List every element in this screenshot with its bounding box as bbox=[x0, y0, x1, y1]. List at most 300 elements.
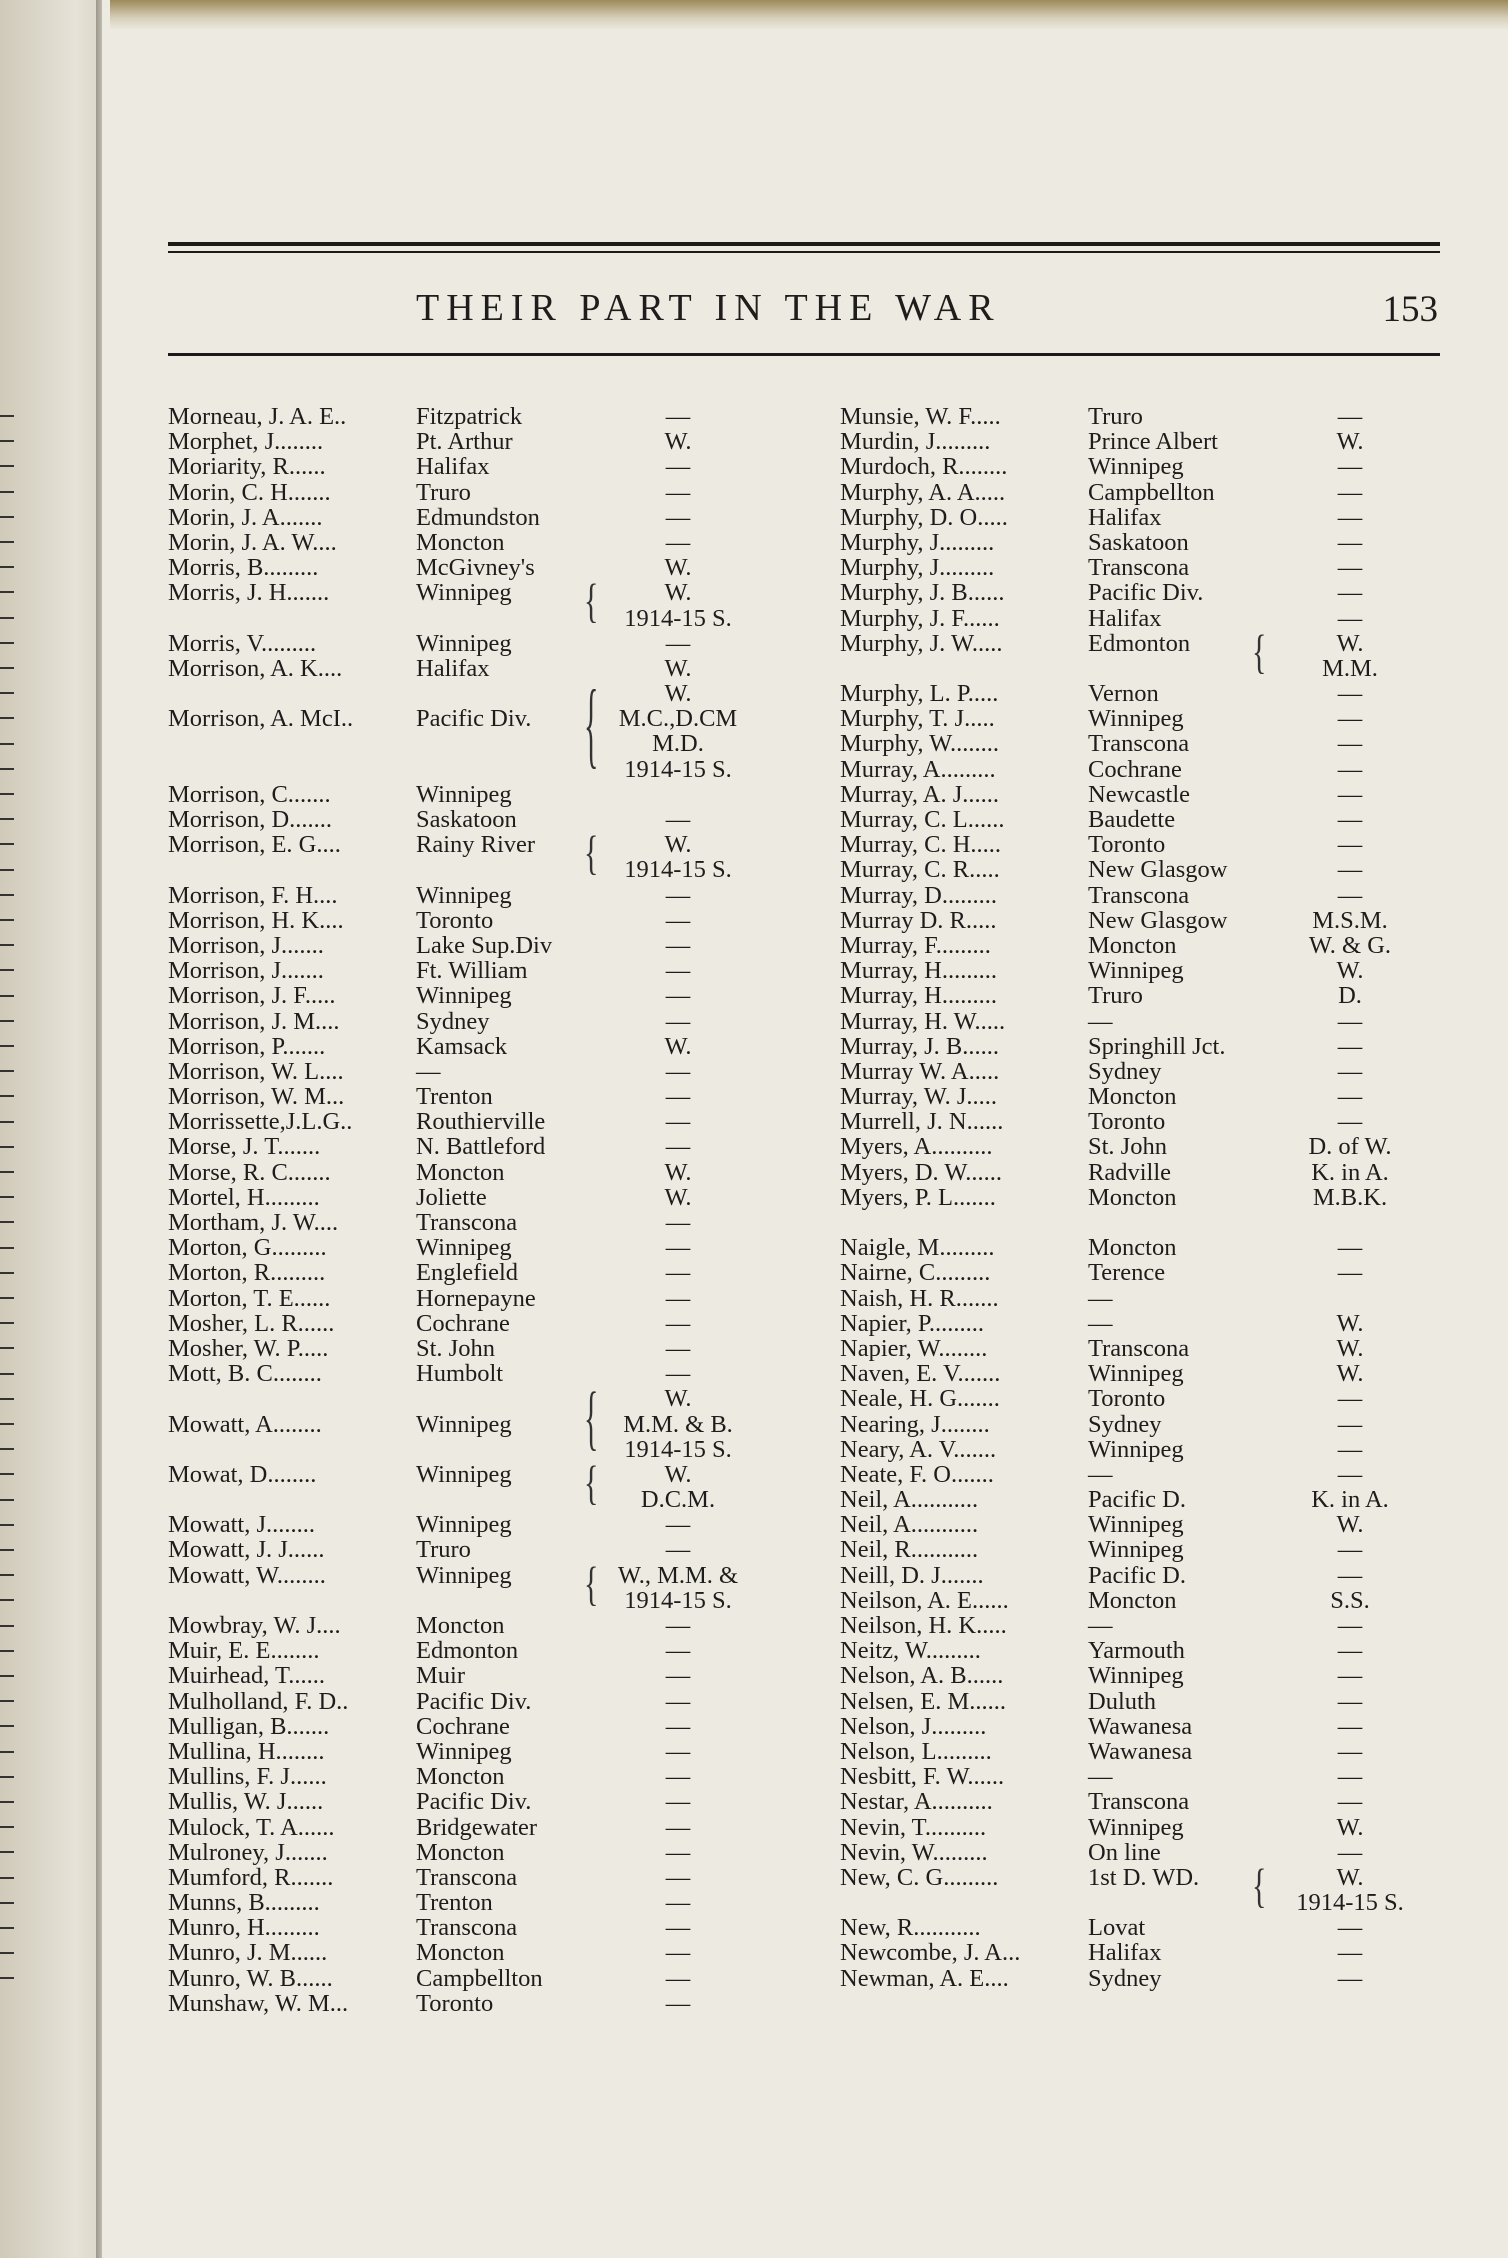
roster-row bbox=[168, 555, 758, 580]
award: M.C.,D.CM bbox=[618, 705, 738, 733]
brace-glyph: { bbox=[584, 672, 599, 779]
award: — bbox=[665, 931, 691, 959]
soldier-name: Morse, J. T....... bbox=[168, 1133, 321, 1161]
award: W. bbox=[1336, 1309, 1364, 1337]
soldier-name: Morin, C. H....... bbox=[168, 478, 331, 506]
soldier-name: New, R........... bbox=[840, 1914, 981, 1942]
award: W. bbox=[1336, 1511, 1364, 1539]
soldier-name: Myers, A.......... bbox=[840, 1133, 993, 1161]
roster-row bbox=[840, 1815, 1440, 1840]
award: — bbox=[665, 1712, 691, 1740]
home-place: Transcona bbox=[1088, 1334, 1190, 1362]
roster-row bbox=[840, 1437, 1440, 1462]
award: M.D. bbox=[652, 730, 704, 758]
home-place: Routhierville bbox=[416, 1108, 546, 1136]
edge-mark bbox=[0, 1977, 14, 1979]
soldier-name: Mulligan, B....... bbox=[168, 1712, 330, 1740]
roster-row bbox=[168, 1235, 758, 1260]
soldier-name: Nelson, J......... bbox=[840, 1712, 987, 1740]
roster-row bbox=[168, 933, 758, 958]
home-place: On line bbox=[1088, 1838, 1161, 1866]
soldier-name: Morrison, A. K.... bbox=[168, 654, 343, 682]
home-place: Pacific Div. bbox=[416, 705, 532, 733]
soldier-name: Morphet, J........ bbox=[168, 428, 324, 456]
roster-row bbox=[840, 1336, 1440, 1361]
edge-mark bbox=[0, 869, 14, 871]
award: — bbox=[665, 528, 691, 556]
roster-row bbox=[840, 1160, 1440, 1185]
soldier-name: Morton, T. E...... bbox=[168, 1284, 331, 1312]
award: — bbox=[1337, 1536, 1363, 1564]
home-place: Halifax bbox=[416, 453, 490, 481]
home-place: Fitzpatrick bbox=[416, 403, 523, 430]
soldier-name: Mulholland, F. D.. bbox=[168, 1687, 349, 1715]
roster-row bbox=[168, 656, 758, 681]
award: — bbox=[665, 1788, 691, 1816]
soldier-name: Napier, W........ bbox=[840, 1334, 988, 1362]
roster-row bbox=[840, 1210, 1440, 1235]
award: — bbox=[1337, 554, 1363, 582]
home-place: Sydney bbox=[1088, 1057, 1162, 1085]
home-place: — bbox=[1088, 1612, 1113, 1639]
home-place: Winnipeg bbox=[416, 1737, 512, 1765]
home-place: Moncton bbox=[416, 1838, 505, 1866]
soldier-name: Naven, E. V....... bbox=[840, 1360, 1001, 1388]
roster-row bbox=[840, 1361, 1440, 1386]
home-place: Winnipeg bbox=[416, 1460, 512, 1488]
roster-row bbox=[168, 1109, 758, 1134]
home-place: Campbellton bbox=[1088, 478, 1215, 506]
roster-row bbox=[168, 706, 758, 731]
roster-row bbox=[168, 1210, 758, 1235]
roster-row bbox=[168, 983, 758, 1008]
edge-mark bbox=[0, 1473, 14, 1475]
soldier-name: Munns, B......... bbox=[168, 1889, 320, 1917]
edge-mark bbox=[0, 617, 14, 619]
roster-row bbox=[168, 1815, 758, 1840]
award: — bbox=[665, 1133, 691, 1161]
soldier-name: Morrison, H. K.... bbox=[168, 906, 344, 934]
soldier-name: Morrison, J....... bbox=[168, 931, 324, 959]
home-place: Trenton bbox=[416, 1889, 493, 1917]
home-place: New Glasgow bbox=[1088, 906, 1228, 934]
roster-row bbox=[840, 1084, 1440, 1109]
home-place: Winnipeg bbox=[1088, 957, 1184, 985]
award: — bbox=[665, 1057, 691, 1085]
home-place: Pacific D. bbox=[1088, 1561, 1186, 1589]
home-place: Truro bbox=[1088, 403, 1143, 430]
award: 1914-15 S. bbox=[624, 604, 732, 632]
award: W. bbox=[664, 1158, 692, 1186]
roster-row bbox=[168, 1034, 758, 1059]
roster-row bbox=[840, 983, 1440, 1008]
home-place: Moncton bbox=[1088, 1183, 1177, 1211]
roster-row bbox=[840, 1487, 1440, 1512]
award: — bbox=[1337, 755, 1363, 783]
edge-mark bbox=[0, 667, 14, 669]
award: — bbox=[665, 1007, 691, 1035]
soldier-name: Morrison, P....... bbox=[168, 1032, 326, 1060]
soldier-name: Neitz, W......... bbox=[840, 1637, 981, 1665]
home-place: Pacific Div. bbox=[416, 1687, 532, 1715]
soldier-name: Murray, D......... bbox=[840, 881, 997, 909]
brace-glyph: { bbox=[1252, 1859, 1267, 1913]
edge-mark bbox=[0, 465, 14, 467]
award: — bbox=[1337, 1410, 1363, 1438]
soldier-name: Morrison, D....... bbox=[168, 806, 333, 833]
home-place: Winnipeg bbox=[1088, 1511, 1184, 1539]
roster-row bbox=[168, 505, 758, 530]
award: W. bbox=[664, 554, 692, 582]
award: W. & G. bbox=[1308, 931, 1392, 959]
edge-mark bbox=[0, 818, 14, 820]
soldier-name: Neil, A........... bbox=[840, 1486, 979, 1514]
award: D.C.M. bbox=[640, 1486, 716, 1514]
home-place: Moncton bbox=[416, 1763, 505, 1791]
home-place: Toronto bbox=[416, 1989, 494, 2017]
award: — bbox=[665, 806, 691, 833]
home-place: Moncton bbox=[1088, 1083, 1177, 1111]
home-place: Halifax bbox=[416, 654, 490, 682]
award: — bbox=[1337, 1385, 1363, 1413]
soldier-name: Morrison, J. M.... bbox=[168, 1007, 340, 1035]
home-place: Winnipeg bbox=[1088, 1813, 1184, 1841]
home-place: Saskatoon bbox=[416, 806, 517, 833]
home-place: Winnipeg bbox=[1088, 453, 1184, 481]
edge-mark bbox=[0, 1020, 14, 1022]
roster-row bbox=[168, 757, 758, 782]
award: W. bbox=[1336, 957, 1364, 985]
soldier-name: Myers, P. L....... bbox=[840, 1183, 996, 1211]
award: — bbox=[1337, 579, 1363, 607]
soldier-name: Morneau, J. A. E.. bbox=[168, 403, 347, 430]
award: — bbox=[1337, 1838, 1363, 1866]
award: M.S.M. bbox=[1312, 906, 1388, 934]
soldier-name: Mullins, F. J...... bbox=[168, 1763, 327, 1791]
roster-row bbox=[168, 883, 758, 908]
edge-mark bbox=[0, 1650, 14, 1652]
roster-row bbox=[840, 1638, 1440, 1663]
soldier-name: Neale, H. G....... bbox=[840, 1385, 1000, 1413]
award: — bbox=[665, 1637, 691, 1665]
award: — bbox=[665, 1511, 691, 1539]
home-place: Winnipeg bbox=[416, 629, 512, 657]
soldier-name: Murray, A. J...... bbox=[840, 780, 1000, 808]
soldier-name: Murphy, J. W..... bbox=[840, 629, 1003, 657]
soldier-name: Morton, R......... bbox=[168, 1259, 326, 1287]
edge-mark bbox=[0, 1499, 14, 1501]
roster-row bbox=[840, 1134, 1440, 1159]
soldier-name: Newman, A. E.... bbox=[840, 1964, 1009, 1992]
award: — bbox=[1337, 780, 1363, 808]
award: M.B.K. bbox=[1312, 1183, 1388, 1211]
roster-row bbox=[168, 1134, 758, 1159]
edge-mark bbox=[0, 1826, 14, 1828]
page-number: 153 bbox=[1382, 289, 1438, 330]
home-place: Winnipeg bbox=[1088, 705, 1184, 733]
header-rule-bottom bbox=[168, 353, 1440, 356]
roster-row bbox=[168, 1185, 758, 1210]
home-place: — bbox=[1088, 1763, 1113, 1791]
award: — bbox=[665, 1309, 691, 1337]
home-place: Moncton bbox=[1088, 1234, 1177, 1262]
edge-mark bbox=[0, 1574, 14, 1576]
roster-row bbox=[168, 1663, 758, 1688]
soldier-name: Neary, A. V....... bbox=[840, 1435, 997, 1463]
soldier-name: Muirhead, T...... bbox=[168, 1662, 325, 1690]
award: — bbox=[1337, 705, 1363, 733]
roster-row bbox=[168, 807, 758, 832]
roster-row bbox=[840, 1185, 1440, 1210]
award: — bbox=[665, 478, 691, 506]
home-place: Edmonton bbox=[1088, 629, 1191, 657]
roster-row bbox=[840, 505, 1440, 530]
award: M.M. & B. bbox=[623, 1410, 733, 1438]
award: 1914-15 S. bbox=[624, 755, 732, 783]
home-place: Winnipeg bbox=[416, 881, 512, 909]
award: W. bbox=[1336, 428, 1364, 456]
roster-row bbox=[840, 1311, 1440, 1336]
soldier-name: Murrell, J. N...... bbox=[840, 1108, 1004, 1136]
soldier-name: Murray, C. R..... bbox=[840, 856, 1000, 884]
soldier-name: Nairne, C......... bbox=[840, 1259, 991, 1287]
roster-row bbox=[168, 1487, 758, 1512]
roster-row bbox=[840, 782, 1440, 807]
home-place: Winnipeg bbox=[1088, 1662, 1184, 1690]
award: — bbox=[1337, 1234, 1363, 1262]
award: — bbox=[1337, 1435, 1363, 1463]
award: — bbox=[1337, 1687, 1363, 1715]
soldier-name: Murray, W. J..... bbox=[840, 1083, 997, 1111]
home-place: Winnipeg bbox=[416, 1511, 512, 1539]
soldier-name: Mowatt, A........ bbox=[168, 1410, 322, 1438]
award: — bbox=[665, 982, 691, 1010]
soldier-name: Morrison, J....... bbox=[168, 957, 324, 985]
soldier-name: Mullis, W. J...... bbox=[168, 1788, 324, 1816]
soldier-name: Murray, F......... bbox=[840, 931, 991, 959]
roster-row bbox=[168, 1009, 758, 1034]
award: — bbox=[1337, 1737, 1363, 1765]
brace-glyph: { bbox=[584, 1557, 599, 1611]
award: M.M. bbox=[1322, 654, 1378, 682]
soldier-name: Munsie, W. F..... bbox=[840, 403, 1001, 430]
edge-mark bbox=[0, 1171, 14, 1173]
award: — bbox=[665, 629, 691, 657]
award: — bbox=[1337, 1712, 1363, 1740]
soldier-name: Murray, J. B...... bbox=[840, 1032, 1000, 1060]
home-place: Humbolt bbox=[416, 1360, 504, 1388]
roster-row bbox=[168, 429, 758, 454]
edge-mark bbox=[0, 768, 14, 770]
soldier-name: Morrison, E. G.... bbox=[168, 831, 341, 859]
home-place: Pacific Div. bbox=[416, 1788, 532, 1816]
roster-row bbox=[168, 857, 758, 882]
award: 1914-15 S. bbox=[624, 856, 732, 884]
home-place: Rainy River bbox=[416, 831, 536, 859]
award: — bbox=[1337, 806, 1363, 833]
roster-row bbox=[840, 832, 1440, 857]
soldier-name: Murdin, J......... bbox=[840, 428, 991, 456]
edge-mark bbox=[0, 717, 14, 719]
award: W. bbox=[664, 579, 692, 607]
award: — bbox=[665, 1914, 691, 1942]
award: W. bbox=[1336, 1334, 1364, 1362]
award: 1914-15 S. bbox=[624, 1435, 732, 1463]
edge-mark bbox=[0, 843, 14, 845]
home-place: Toronto bbox=[1088, 1385, 1166, 1413]
edge-mark bbox=[0, 591, 14, 593]
edge-mark bbox=[0, 415, 14, 417]
roster-row bbox=[168, 1915, 758, 1940]
roster-row bbox=[840, 883, 1440, 908]
edge-mark bbox=[0, 1625, 14, 1627]
roster-row bbox=[840, 1613, 1440, 1638]
soldier-name: Murray, A......... bbox=[840, 755, 996, 783]
roster-row bbox=[168, 1865, 758, 1890]
award: — bbox=[665, 957, 691, 985]
roster-row bbox=[840, 1890, 1440, 1915]
roster-row bbox=[840, 429, 1440, 454]
home-place: Edmundston bbox=[416, 503, 540, 531]
edge-mark bbox=[0, 516, 14, 518]
edge-mark bbox=[0, 944, 14, 946]
home-place: Saskatoon bbox=[1088, 528, 1189, 556]
roster-row bbox=[168, 1336, 758, 1361]
roster-row bbox=[168, 1940, 758, 1965]
edge-mark bbox=[0, 995, 14, 997]
home-place: Winnipeg bbox=[1088, 1435, 1184, 1463]
soldier-name: Morris, B......... bbox=[168, 554, 319, 582]
soldier-name: Nelson, L......... bbox=[840, 1737, 992, 1765]
soldier-name: Mott, B. C........ bbox=[168, 1360, 322, 1388]
edge-mark bbox=[0, 1725, 14, 1727]
soldier-name: Munro, J. M...... bbox=[168, 1939, 328, 1967]
home-place: Sydney bbox=[416, 1007, 490, 1035]
home-place: Vernon bbox=[1088, 680, 1159, 708]
edge-mark bbox=[0, 1347, 14, 1349]
soldier-name: Myers, D. W...... bbox=[840, 1158, 1002, 1186]
edge-mark bbox=[0, 1070, 14, 1072]
award: — bbox=[665, 1813, 691, 1841]
soldier-name: Morrison, C....... bbox=[168, 780, 331, 808]
home-place: Toronto bbox=[1088, 1108, 1166, 1136]
soldier-name: Morton, G......... bbox=[168, 1234, 327, 1262]
roster-row bbox=[168, 1840, 758, 1865]
roster-row bbox=[840, 933, 1440, 958]
home-place: 1st D. WD. bbox=[1088, 1863, 1200, 1891]
roster-row bbox=[840, 681, 1440, 706]
award: — bbox=[1337, 881, 1363, 909]
soldier-name: Murphy, T. J..... bbox=[840, 705, 995, 733]
award: — bbox=[1337, 1914, 1363, 1942]
soldier-name: Murray, C. L...... bbox=[840, 806, 1005, 833]
soldier-name: Morrison, A. McI.. bbox=[168, 705, 354, 733]
award: — bbox=[665, 1259, 691, 1287]
home-place: Winnipeg bbox=[416, 1410, 512, 1438]
previous-page-edge-marks bbox=[0, 0, 40, 2258]
soldier-name: Murdoch, R........ bbox=[840, 453, 1008, 481]
edge-mark bbox=[0, 566, 14, 568]
soldier-name: Nearing, J........ bbox=[840, 1410, 990, 1438]
soldier-name: Morin, J. A. W.... bbox=[168, 528, 337, 556]
home-place: St. John bbox=[1088, 1133, 1167, 1161]
edge-mark bbox=[0, 1423, 14, 1425]
soldier-name: Napier, P......... bbox=[840, 1309, 984, 1337]
award: — bbox=[1337, 1964, 1363, 1992]
award: — bbox=[665, 881, 691, 909]
soldier-name: Munshaw, W. M... bbox=[168, 1989, 349, 2017]
roster-row bbox=[168, 1689, 758, 1714]
edge-mark bbox=[0, 1751, 14, 1753]
edge-mark bbox=[0, 1095, 14, 1097]
home-place: Transcona bbox=[1088, 1788, 1190, 1816]
soldier-name: Mumford, R....... bbox=[168, 1863, 334, 1891]
award: — bbox=[665, 1083, 691, 1111]
home-place: Transcona bbox=[416, 1209, 518, 1236]
edge-mark bbox=[0, 1146, 14, 1148]
home-place: Wawanesa bbox=[1088, 1737, 1193, 1765]
roster-row bbox=[840, 1260, 1440, 1285]
award: — bbox=[1337, 1939, 1363, 1967]
home-place: Winnipeg bbox=[1088, 1536, 1184, 1564]
soldier-name: Mowbray, W. J.... bbox=[168, 1612, 341, 1639]
home-place: Bridgewater bbox=[416, 1813, 538, 1841]
home-place: Winnipeg bbox=[416, 1234, 512, 1262]
award: — bbox=[665, 1662, 691, 1690]
roster-row bbox=[840, 908, 1440, 933]
edge-mark bbox=[0, 743, 14, 745]
soldier-name: Murray, C. H..... bbox=[840, 831, 1002, 859]
left-roster-column bbox=[168, 404, 758, 2016]
award: — bbox=[1337, 1259, 1363, 1287]
edge-mark bbox=[0, 491, 14, 493]
soldier-name: Nevin, W......... bbox=[840, 1838, 988, 1866]
home-place: Halifax bbox=[1088, 503, 1162, 531]
soldier-name: Munro, W. B...... bbox=[168, 1964, 333, 1992]
award: W. bbox=[664, 1032, 692, 1060]
soldier-name: Neil, R........... bbox=[840, 1536, 979, 1564]
roster-row bbox=[168, 454, 758, 479]
home-place: New Glasgow bbox=[1088, 856, 1228, 884]
home-place: Ft. William bbox=[416, 957, 528, 985]
award: — bbox=[1337, 1032, 1363, 1060]
soldier-name: Mortham, J. W.... bbox=[168, 1209, 339, 1236]
home-place: — bbox=[1088, 1284, 1113, 1312]
edge-mark bbox=[0, 1398, 14, 1400]
award: — bbox=[665, 1334, 691, 1362]
roster-row bbox=[168, 731, 758, 756]
roster-row bbox=[840, 1235, 1440, 1260]
award: — bbox=[1337, 1662, 1363, 1690]
soldier-name: Naigle, M......... bbox=[840, 1234, 995, 1262]
brace-glyph: { bbox=[584, 1456, 599, 1510]
award: — bbox=[665, 1209, 691, 1236]
roster-row bbox=[168, 1412, 758, 1437]
edge-mark bbox=[0, 1952, 14, 1954]
roster-row bbox=[840, 1966, 1440, 1991]
soldier-name: Murphy, J. F...... bbox=[840, 604, 1000, 632]
home-place: Yarmouth bbox=[1088, 1637, 1185, 1665]
award: — bbox=[1337, 856, 1363, 884]
soldier-name: Morris, J. H....... bbox=[168, 579, 330, 607]
home-place: Moncton bbox=[1088, 931, 1177, 959]
home-place: Moncton bbox=[416, 1939, 505, 1967]
roster-row bbox=[168, 1638, 758, 1663]
roster-row bbox=[168, 1059, 758, 1084]
roster-row bbox=[168, 1991, 758, 2016]
roster-row bbox=[840, 1109, 1440, 1134]
soldier-name: Neil, A........... bbox=[840, 1511, 979, 1539]
